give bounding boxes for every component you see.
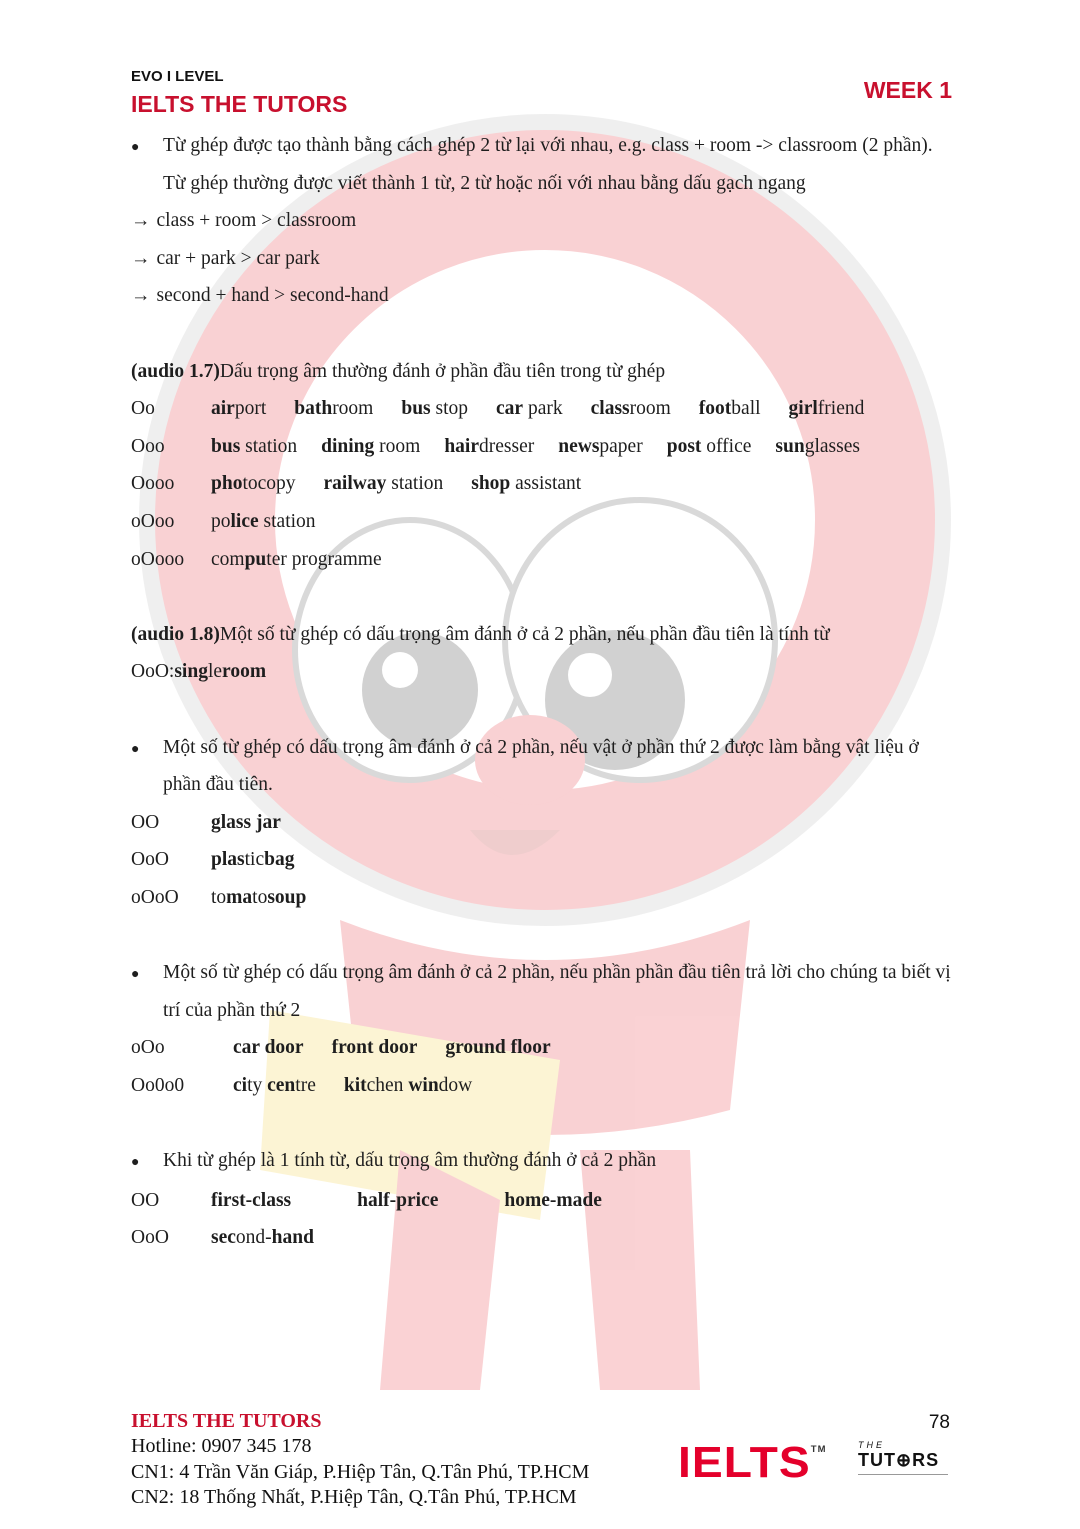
bullet-dot: ● [131,741,140,757]
example-line: → car + park > car park [131,240,953,278]
bullet-dot: ● [131,967,140,983]
stress-row: Ooo bus station dining room hairdresser newspaper post office sunglasses [131,428,953,466]
stress-row: OO glass jar [131,811,281,833]
word-list: city centre kitchen window [233,1074,473,1096]
page-number: 78 [928,1412,950,1433]
content [131,127,953,1257]
stress-row: OO first-class half-price home-made [131,1182,953,1220]
level-label: EVO I LEVEL [131,68,224,85]
word-list: first-class half-price home-made [211,1189,602,1211]
stress-row: Oooo photocopy railway station shop assistant [131,465,953,503]
brand-title: IELTS THE TUTORS [131,91,348,117]
intro-text: Từ ghép được tạo thành bằng cách ghép 2 từ lại với nhau, e.g. class + room -> classroom (2 phần). Từ ghép thường được viết thành 1 từ, 2 từ hoặc nối với nhau bằng dấu gạch ngang [163,135,933,194]
stress-row: Oo0o0 city centre kitchen window [131,1067,953,1105]
the-tutors-logo: THE TUT⊕RS [858,1440,954,1492]
stress-row: oOo car door front door ground floor [131,1029,953,1067]
footer-address-1: CN1: 4 Trần Văn Giáp, P.Hiệp Tân, Q.Tân Phú, TP.HCM [131,1461,590,1483]
word-list: car door front door ground floor [233,1037,551,1059]
stress-row: Oo airport bathroom bus stop car park classroom football girlfriend [131,390,953,428]
word-list: bus station dining room hairdresser newspaper post office sunglasses [211,435,860,457]
example-line: → second + hand > second-hand [131,277,953,315]
arrow-icon: → [131,247,151,269]
audio-17-heading: (audio 1.7) Dấu trọng âm thường đánh ở phần đầu tiên trong từ ghép [131,353,953,391]
example-line: → class + room > classroom [131,202,953,240]
footer-brand: IELTS THE TUTORS [131,1410,322,1432]
word-list: airport bathroom bus stop car park classroom football girlfriend [211,398,865,420]
footer-hotline: Hotline: 0907 345 178 [131,1435,312,1457]
adjective-bullet: ● Khi từ ghép là 1 tính từ, dấu trọng âm thường đánh ở cả 2 phần [131,1142,953,1182]
stress-row: OoO sec ond- hand [131,1227,314,1249]
audio-tag: (audio 1.7) [131,360,220,382]
arrow-icon: → [131,210,151,232]
word-list: photocopy railway station shop assistant [211,473,582,495]
audio-18-example: OoO: sing le room [131,661,267,683]
stress-row: OoO plas tic bag [131,849,295,871]
arrow-icon: → [131,285,151,307]
audio-tag: (audio 1.8) [131,623,220,645]
position-bullet: ● Một số từ ghép có dấu trọng âm đánh ở cả 2 phần, nếu phần phần đầu tiên trả lời cho chúng ta biết vị trí của phần thứ 2 [131,954,953,1029]
bullet-dot: ● [131,1155,140,1171]
stress-row: oOoO to ma to soup [131,886,307,908]
stress-row: oOoo police station [131,510,316,532]
audio-18-heading: (audio 1.8) Một số từ ghép có dấu trọng âm đánh ở cả 2 phần, nếu phần đầu tiên là tính từ [131,616,953,654]
ielts-logo: IELTS™ [678,1438,827,1487]
bullet-dot: ● [131,140,140,155]
material-bullet: ● Một số từ ghép có dấu trọng âm đánh ở cả 2 phần, nếu vật ở phần thứ 2 được làm bằng vật liệu ở phần đầu tiên. [131,729,953,804]
footer-address-2: CN2: 18 Thống Nhất, P.Hiệp Tân, Q.Tân Phú, TP.HCM [131,1486,577,1508]
stress-row: oOooo computer programme [131,548,382,570]
week-label: WEEK 1 [863,77,952,103]
intro-bullet [131,127,953,202]
